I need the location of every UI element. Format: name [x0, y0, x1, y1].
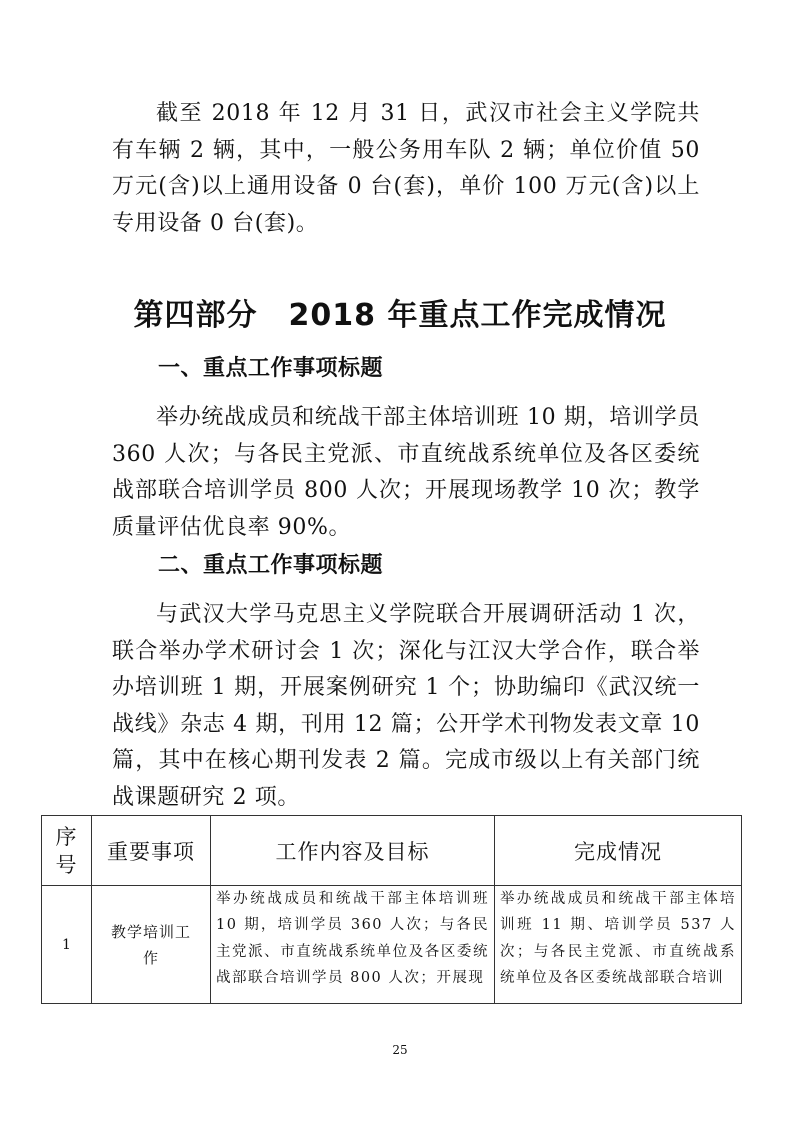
- table-row: [42, 886, 742, 1004]
- section-title: 第四部分 2018 年重点工作完成情况: [133, 298, 667, 333]
- intro-paragraph: 截至 2018 年 12 月 31 日，武汉市社会主义学院共有车辆 2 辆，其中，一般公务用车队 2 辆；单位价值 50 万元(含)以上通用设备 0 台(套)，单价 100 万元(含)以上专用设备 0 台(套)。: [112, 101, 700, 236]
- header-index-line1: 序: [55, 824, 78, 849]
- cell-content: [211, 886, 495, 1004]
- header-status: 完成情况: [495, 816, 742, 886]
- cell-index: 1: [42, 886, 92, 1004]
- header-index: [42, 816, 92, 886]
- subheading-2: 二、重点工作事项标题: [158, 553, 384, 578]
- table-header-row: [42, 816, 742, 886]
- cell-status: [495, 886, 742, 1004]
- header-content: 工作内容及目标: [211, 816, 495, 886]
- subheading-1: 一、重点工作事项标题: [158, 356, 384, 381]
- cell-status-text: 举办统战成员和统战干部主体培训班 11 期、培训学员 537 人次；与各民主党派、市直统战系统单位及各区委统战部联合培训: [500, 891, 736, 987]
- key-work-table: [41, 815, 742, 1004]
- paragraph-2: 与武汉大学马克思主义学院联合开展调研活动 1 次，联合举办学术研讨会 1 次；深化与江汉大学合作，联合举办培训班 1 期，开展案例研究 1 个；协助编印《武汉统一战线》杂志 4 期，刊用 12 篇；公开学术刊物发表文章 10 篇，其中在核心期刊发表 2 篇。完成市级以上有关部门统战课题研究 2 项。: [112, 602, 700, 810]
- header-item: 重要事项: [92, 816, 211, 886]
- cell-item: 教学培训工作: [92, 886, 211, 1004]
- cell-content-text: 举办统战成员和统战干部主体培训班 10 期，培训学员 360 人次；与各民主党派、市直统战系统单位及各区委统战部联合培训学员 800 人次；开展现: [216, 891, 489, 987]
- header-index-line2: 号: [55, 852, 78, 877]
- page-number: 25: [392, 1043, 408, 1057]
- paragraph-1: 举办统战成员和统战干部主体培训班 10 期，培训学员 360 人次；与各民主党派、市直统战系统单位及各区委统战部联合培训学员 800 人次；开展现场教学 10 次；教学质量评估优良率 90%。: [112, 405, 700, 540]
